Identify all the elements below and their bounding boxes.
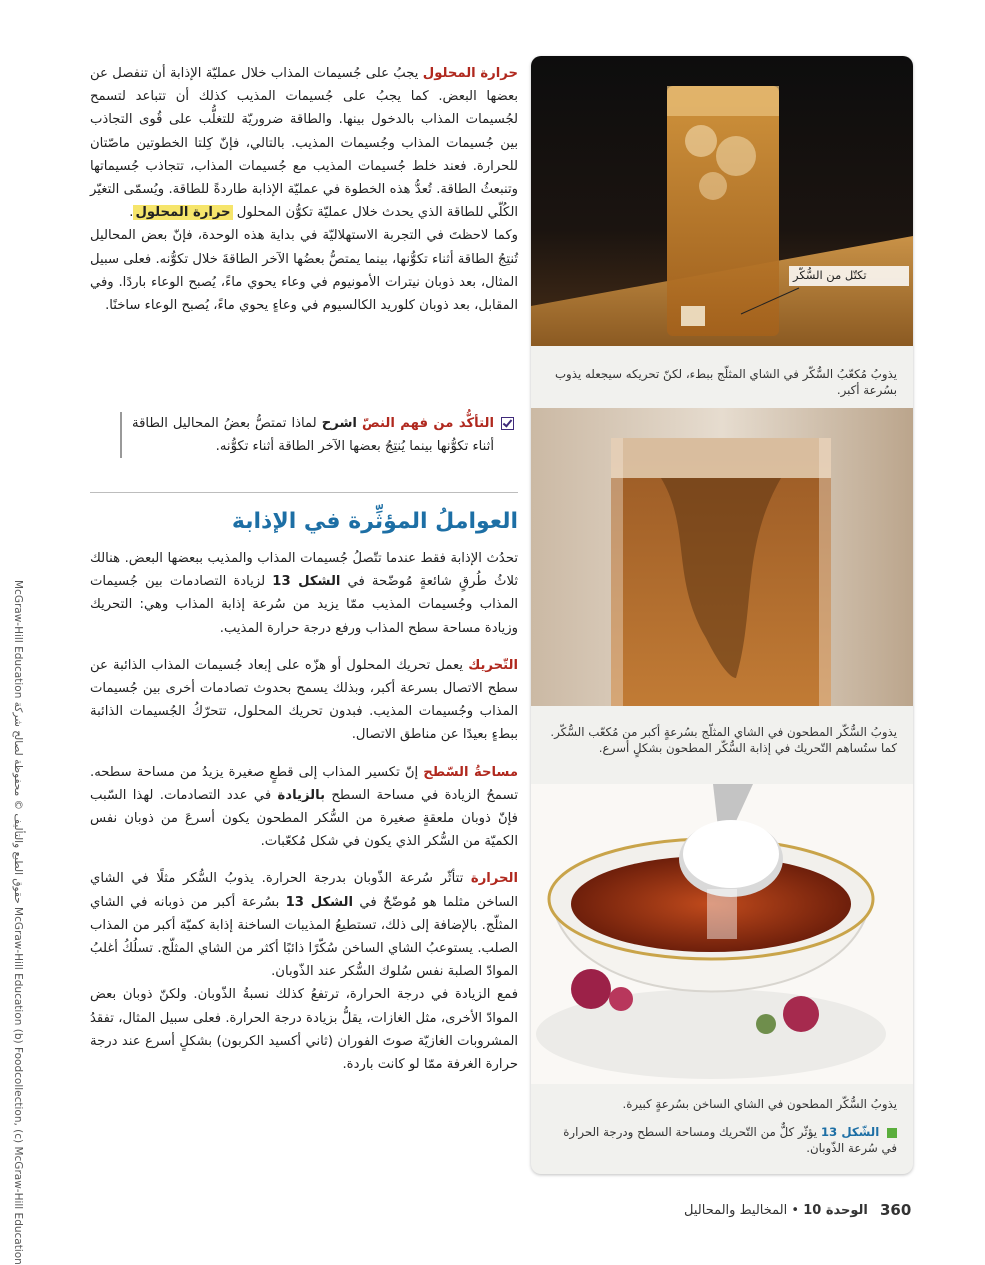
stirring-paragraph bbox=[90, 654, 518, 747]
main-text-column bbox=[90, 62, 518, 1076]
intro-text-1: تحدُث الإذابة فقط عندما تتّصلُ جُسيمات المذاب والمذيب ببعضها البعض. هنالك ثلاثُ طُرقٍ شائعةٍ مُوضّحة في bbox=[90, 551, 518, 590]
figure-13-label: الشّكل 13 bbox=[820, 1125, 880, 1139]
photo-credit bbox=[2, 580, 30, 1265]
reading-check-box bbox=[90, 412, 518, 478]
figure-marker-icon bbox=[887, 1128, 897, 1138]
temperature-text-3: فمع الزيادة في درجة الحرارة، ترتفعُ كذلك نسبةُ الذّوبان. ولكنّ ذوبان بعض الموادّ الأخرى، مثل الغازات، يقلُّ بزيادة درجة الحرارة. فعلى سبيل المثال، تفقدُ المشروبات الغازيّة صوتَ الفوران (ثاني أكسيد الكربون) بشكلٍ أسرع عند درجة حرارة الغرفة ممّا لو كانت باردة. bbox=[90, 987, 518, 1073]
temperature-text-1: تتأثّر سُرعة الذّوبان بدرجة الحرارة. يذوبُ السُّكر مثلًا في الشاي الساخن مثلما هو مُوضّحٌ في bbox=[90, 871, 518, 910]
section-divider bbox=[90, 492, 518, 493]
footer-unit: الوحدة 10 bbox=[803, 1203, 868, 1218]
surface-text-2: في عدد التصادمات. لهذا السّبب فإنّ ذوبان ملعقةٍ صغيرة من السُّكر المطحون يكون أسرعَ من ذوبان نفس الكميّة من السُّكر الذي يكون في شكل مُكعّبات. bbox=[90, 787, 518, 850]
section-heading: العواملُ المؤثِّرة في الإذابة bbox=[231, 509, 518, 534]
term-stirring: التّحريك bbox=[468, 657, 518, 673]
surface-text-1: إنّ تكسير المذاب إلى قطعٍ صغيرة يزيدُ من مساحة سطحه. تسمحُ الزيادة في مساحة السطح bbox=[90, 764, 518, 803]
intro-paragraph bbox=[90, 547, 518, 640]
stirring-text: يعمل تحريك المحلول أو هزّه على إبعاد جُسيمات المذاب الذائبة عن سطح الاتصال بسرعة أكبر، وبذلك يسمح بحدوث تصادمات أخرى بين جُسيمات المذاب وجُسيمات المذيب. فبدون تحريك المحلول، تتحرّكُ الجُسيمات الذائبة ببطءٍ بعيدًا عن مناطق الاتصال. bbox=[90, 657, 518, 743]
term-surface-area: مساحةُ السّطح bbox=[423, 764, 519, 780]
temperature-figure-ref: الشكل 13 bbox=[285, 894, 354, 910]
caption-1: يذوبُ مُكعّبُ السُّكّر في الشاي المثلّج ببطء، لكنّ تحريكه سيجعله يذوب بسُرعة أكبر. bbox=[554, 367, 897, 397]
credit-text: McGraw-Hill Education حقوق الطبع والتأليف © محفوظة لصالح شركة McGraw-Hill Education (b) Foodcollection, (c) McGraw-Hill Education bbox=[12, 580, 24, 1265]
reading-check-text: لماذا تمتصُّ بعضُ المحاليل الطاقة أثناء تكوُّنها بينما يُنتِجُ بعضها الآخر الطاقة أثناء تكوُّنه. bbox=[132, 416, 494, 455]
checkbox-icon bbox=[501, 417, 514, 430]
footer-title: المخاليط والمحاليل bbox=[684, 1203, 788, 1218]
intro-text-2: لزيادة التصادمات بين جُسيمات المذاب وجُسيمات المذيب ممّا يزيد من سُرعة إذابة المذاب وهي: التحريك وزيادة مساحة سطح المذاب ورفع درجة حرارة المذيب. bbox=[90, 574, 518, 636]
surface-area-paragraph bbox=[90, 761, 518, 854]
term-heat-of-solution: حرارة المحلول bbox=[422, 66, 518, 81]
sugar-spoon-shape bbox=[683, 820, 779, 888]
temperature-paragraph bbox=[90, 867, 518, 983]
heat-text-2: وكما لاحظتَ في التجربة الاستهلاليّة في بداية هذه الوحدة، فإنّ بعض المحاليل تُنتِجُ الطاقة أثناء تكوُّنها، بينما يمتصُّ بعضُها الآخر الطاقةَ خلال تكوُّنه. فعلى سبيل المثال، بعد ذوبان نيترات الأمونيوم في وعاء يحوي ماءً، يُصبح الوعاء باردًا. وفي المقابل، بعد ذوبان كلوريد الكالسيوم في وعاءٍ يحوي ماءً، يُصبح الوعاء ساخنًا. bbox=[90, 228, 518, 314]
caption-2: يذوبُ السُّكّر المطحون في الشاي المثلّج بسُرعةٍ أكبر من مُكعّب السُّكّر. كما ستُساهم التّحريك في إذابة السُّكّر المطحون بشكلٍ أسرع. bbox=[550, 725, 897, 755]
page-number: 360 bbox=[880, 1201, 912, 1219]
reading-check-title: التأكُّد من فهم النصّ bbox=[362, 416, 494, 431]
figure-13-panel bbox=[531, 56, 913, 1174]
heat-of-solution-paragraph: حرارة المحلول يجبُ على جُسيمات المذاب خلال عمليّة الإذابة أن تنفصل عن بعضها البعض. كما يجبُ على جُسيمات المذيب كذلك أن تتباعد لتسمح لجُسيمات المذاب بالدخول بينها. والطاقة ضروريّة للتغلُّب على قُوى التجاذب بين جُسيمات المذاب وجُسيمات المذيب. بالتالي، فإنّ كِلتا الخطوتين ماصّتان للحرارة. فعند خلط جُسيمات المذيب مع جُسيمات المذاب، تتجاذب جُسيماتها وتنبعثُ الطاقة. تُعدُّ هذه الخطوة في عمليّة الإذابة طاردةً للطاقة. ويُسمّى التغيّر الكُلّي للطاقة الذي يحدث خلال عمليّة تكوُّن المحلول حرارة المحلول. وكما لاحظتَ في التجربة الاستهلاليّة في بداية هذه الوحدة، فإنّ بعض المحاليل تُنتِجُ الطاقة أثناء تكوُّنها، بينما يمتصُّ بعضُها الآخر الطاقةَ خلال تكوُّنه. فعلى سبيل المثال، بعد ذوبان نيترات الأمونيوم في وعاء يحوي ماءً، يُصبح الوعاء باردًا. وفي المقابل، بعد ذوبان كلوريد الكالسيوم في وعاءٍ يحوي ماءً، يُصبح الوعاء ساخنًا. bbox=[90, 66, 518, 314]
figure-13-caption bbox=[545, 1124, 897, 1156]
sugar-cube-annotation: تكتّل من السُّكّر bbox=[793, 268, 867, 282]
page-footer bbox=[684, 1203, 868, 1218]
intro-figure-ref: الشكل 13 bbox=[272, 574, 341, 590]
temperature-text-2: بسُرعة أكبر من ذوبانه في الشاي المثلّج. بالإضافة إلى ذلك، تستطيعُ المذيبات الساخنة إذابة كميّة أكبر من المذاب الصلب. يستوعبُ الشاي الساخن سُكّرًا ذائبًا أكثر من الشاي المثلّج. تسلُكُ أغلبُ الموادّ الصلبة نفس سُلوك السُّكر عند الذّوبان. bbox=[90, 894, 518, 980]
iced-tea-granulated-sugar-photo bbox=[531, 408, 913, 706]
footer-bullet: • bbox=[791, 1203, 800, 1218]
term-temperature: الحرارة bbox=[470, 871, 518, 887]
hot-tea-sugar-spoon-photo bbox=[531, 784, 913, 1084]
heat-text-1: يجبُ على جُسيمات المذاب خلال عمليّة الإذابة أن تنفصل عن بعضها البعض. كما يجبُ على جُسيمات المذيب كذلك أن تتباعد لتسمح لجُسيمات المذاب بالدخول بينها. والطاقة ضروريّة للتغلُّب على قُوى التجاذب بين جُسيمات المذاب وجُسيمات المذيب. بالتالي، فإنّ كِلتا الخطوتين ماصّتان للحرارة. فعند خلط جُسيمات المذيب مع جُسيمات المذاب، تتجاذب جُسيماتها وتنبعثُ الطاقة. تُعدُّ هذه الخطوة في عمليّة الإذابة طاردةً للطاقة. ويُسمّى التغيّر الكُلّي للطاقة الذي يحدث خلال عمليّة تكوُّن المحلول bbox=[90, 66, 518, 221]
sugar-cube-shape bbox=[681, 306, 705, 326]
highlight-heat-of-solution: حرارة المحلول bbox=[135, 205, 231, 221]
figure-13-text: يؤثّر كلٌّ من التّحريك ومساحة السطح ودرجة الحرارة في سُرعة الذّوبان. bbox=[563, 1125, 897, 1155]
temperature-paragraph-2 bbox=[90, 983, 518, 1076]
glass-shape bbox=[667, 86, 779, 336]
iced-tea-sugar-cube-photo bbox=[531, 56, 913, 346]
surface-bold: بالزيادة bbox=[277, 787, 326, 803]
reading-check-verb: اشرح bbox=[321, 416, 357, 431]
caption-3: يذوبُ السُّكّر المطحون في الشاي الساخن بسُرعةٍ كبيرة. bbox=[622, 1097, 897, 1111]
